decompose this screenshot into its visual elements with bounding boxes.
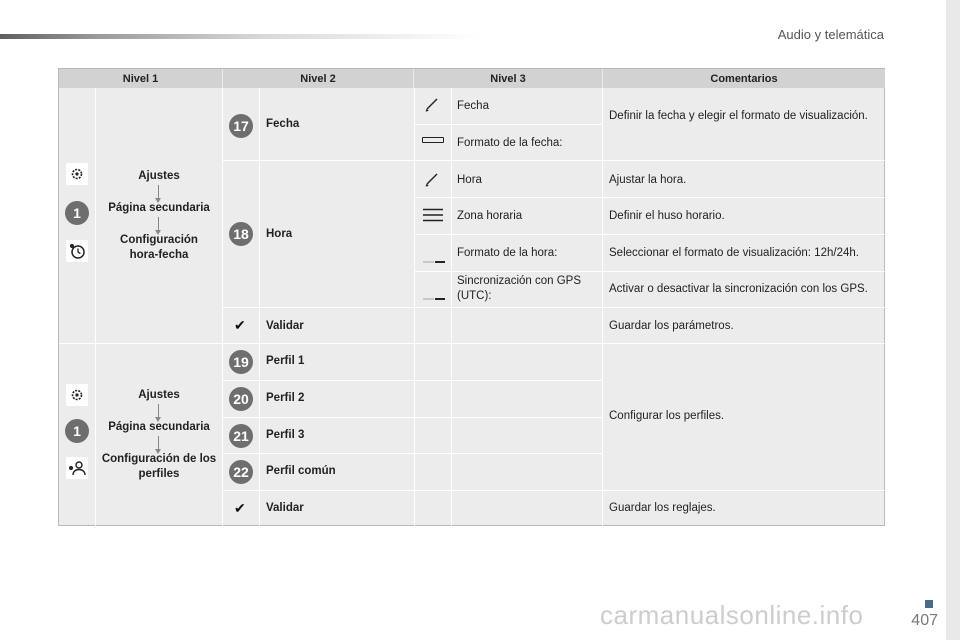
header-nivel-1: Nivel 1: [59, 69, 222, 88]
nivel3-formato-fecha: Formato de la fecha:: [457, 137, 563, 149]
toggle-icon: [423, 288, 445, 306]
arrow-down: [158, 404, 159, 418]
step-badge: 22: [229, 460, 253, 484]
comment-validar: Guardar los reglajes.: [609, 502, 716, 514]
step-badge: 1: [65, 201, 89, 225]
comment-validar: Guardar los parámetros.: [609, 320, 734, 332]
pencil-icon: [424, 171, 440, 192]
step-badge: 20: [229, 387, 253, 411]
nivel3-zona-horaria: Zona horaria: [457, 210, 523, 222]
page-number: 407: [911, 612, 938, 629]
comment-formato-hora: Seleccionar el formato de visualización: 12h/24h.: [609, 247, 859, 259]
comment-hora: Ajustar la hora.: [609, 174, 687, 186]
step-badge: 21: [229, 424, 253, 448]
step-badge: 1: [65, 419, 89, 443]
nivel3-hora: Hora: [457, 174, 482, 186]
nivel3-formato-hora: Formato de la hora:: [457, 247, 558, 259]
header-bar: [0, 34, 480, 39]
gear-icon: [66, 384, 88, 406]
list-icon: [423, 208, 443, 227]
nivel3-fecha: Fecha: [457, 100, 489, 112]
arrow-down: [158, 185, 159, 199]
nivel3-sincronizacion-gps: Sincronización con GPS (UTC):: [457, 275, 582, 302]
date-format-icon: [422, 137, 444, 143]
nivel2-perfil-comun: Perfil común: [266, 465, 336, 477]
nivel2-hora: Hora: [266, 228, 293, 240]
profile-settings-icon: [66, 457, 88, 479]
nivel2-perfil-1: Perfil 1: [266, 355, 305, 367]
gear-icon: [66, 163, 88, 185]
comment-fecha: Definir la fecha y elegir el formato de visualización.: [609, 110, 868, 122]
nivel2-validar: Validar: [266, 502, 304, 514]
settings-table: [58, 68, 885, 526]
pencil-icon: [424, 96, 440, 117]
nivel2-validar: Validar: [266, 320, 304, 332]
menu-path-ajustes: Ajustes: [138, 389, 180, 401]
arrow-down: [158, 436, 159, 450]
nivel2-perfil-2: Perfil 2: [266, 392, 305, 404]
menu-path-configuracion-hora-fecha: Configuración hora-fecha: [120, 234, 198, 261]
step-badge: 17: [229, 114, 253, 138]
checkmark-icon: ✔: [234, 500, 246, 516]
menu-path-pagina-secundaria: Página secundaria: [108, 202, 210, 214]
nivel2-fecha: Fecha: [266, 118, 300, 130]
nivel2-perfil-3: Perfil 3: [266, 429, 305, 441]
checkmark-icon: ✔: [234, 317, 246, 333]
comment-perfiles: Configurar los perfiles.: [609, 410, 725, 422]
menu-path-ajustes: Ajustes: [138, 170, 180, 182]
clock-settings-icon: [66, 240, 88, 262]
comment-sincronizacion-gps: Activar o desactivar la sincronización con los GPS.: [609, 283, 868, 295]
header-nivel-3: Nivel 3: [414, 69, 602, 88]
toggle-icon: [423, 251, 445, 269]
section-title: Audio y telemática: [777, 27, 884, 42]
menu-path-configuracion-perfiles: Configuración de los perfiles: [101, 453, 217, 480]
comment-zona-horaria: Definir el huso horario.: [609, 210, 725, 222]
menu-path-pagina-secundaria: Página secundaria: [108, 421, 210, 433]
page-marker: [925, 600, 933, 608]
arrow-down: [158, 217, 159, 231]
header-nivel-2: Nivel 2: [223, 69, 413, 88]
side-strip: [946, 0, 960, 640]
watermark: carmanualsonline.info: [600, 600, 864, 630]
step-badge: 18: [229, 222, 253, 246]
step-badge: 19: [229, 350, 253, 374]
header-comentarios: Comentarios: [603, 69, 885, 88]
